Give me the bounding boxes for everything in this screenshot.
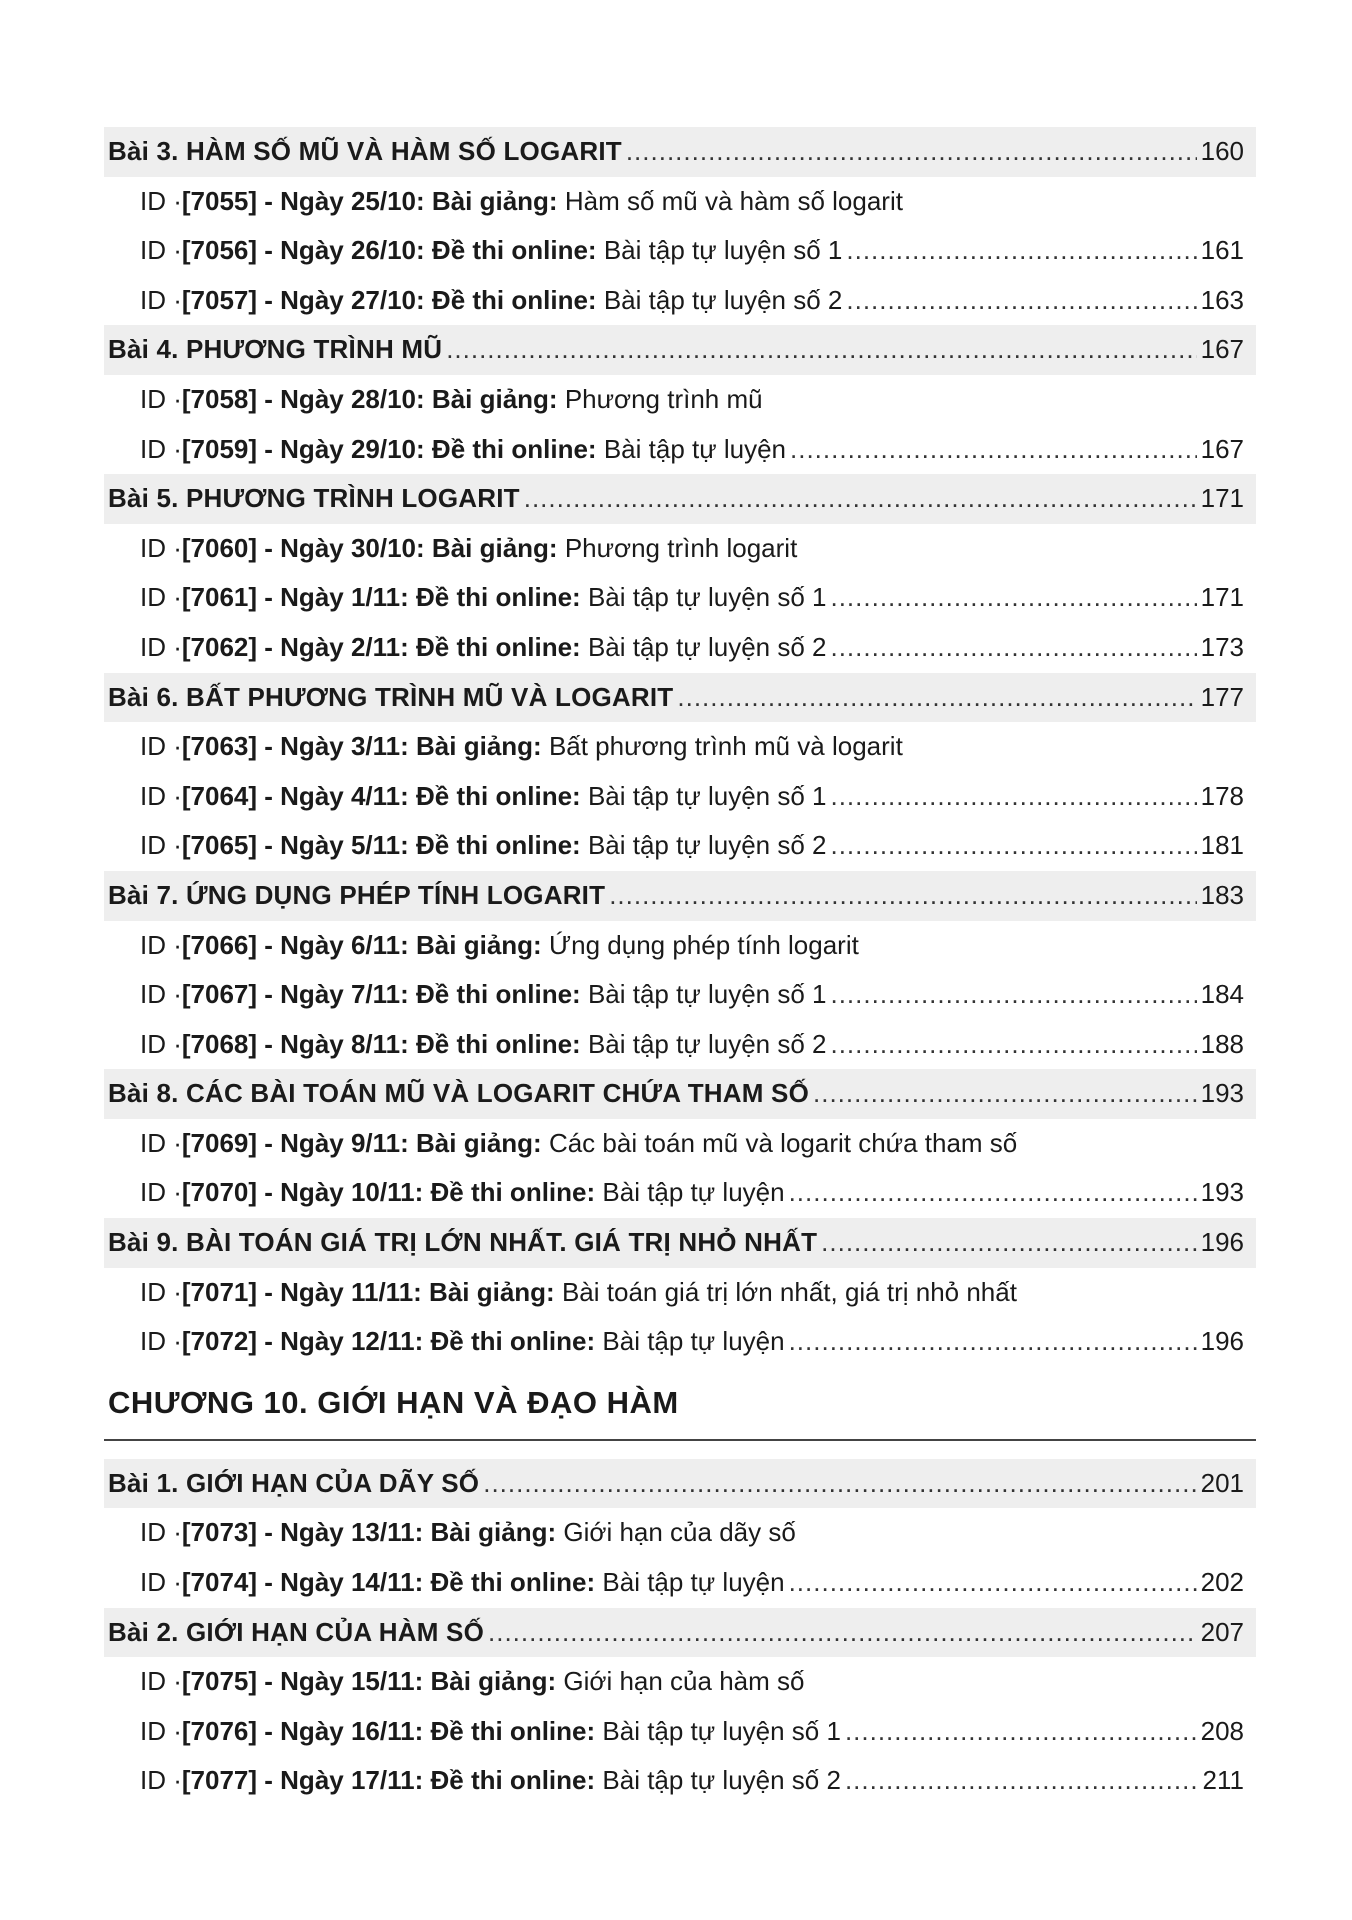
- separator: -: [257, 235, 281, 266]
- entry-id: [7056]: [181, 235, 258, 266]
- dot-leader: [789, 1558, 1197, 1608]
- toc-entry-row: [104, 1020, 1256, 1070]
- section-title: Bài 9. BÀI TOÁN GIÁ TRỊ LỚN NHẤT. GIÁ TRỊ NHỎ NHẤT: [108, 1227, 818, 1258]
- entry-day: Ngày 7/11:: [280, 979, 409, 1010]
- toc-entry-row: [104, 1558, 1256, 1608]
- id-label: ID ·: [140, 1326, 182, 1357]
- page-number: 201: [1200, 1467, 1244, 1498]
- id-label: ID ·: [140, 1276, 182, 1307]
- toc-section-row: [104, 1459, 1256, 1509]
- entry-prefix: [182, 1268, 555, 1318]
- entry-title: Bài tập tự luyện số 1: [587, 979, 827, 1010]
- id-label: ID ·: [140, 185, 182, 216]
- separator: -: [257, 1517, 281, 1548]
- entry-type: Bài giảng:: [416, 731, 542, 762]
- entry-title: Bài tập tự luyện số 2: [587, 830, 827, 861]
- toc-entry-row: [104, 226, 1256, 276]
- dot-leader: [789, 1317, 1197, 1367]
- entry-type: Bài giảng:: [416, 1127, 542, 1158]
- entry-type: Đề thi online:: [416, 582, 581, 613]
- section-title: Bài 4. PHƯƠNG TRÌNH MŨ: [108, 334, 443, 365]
- dot-leader: [483, 1459, 1196, 1509]
- section-title: Bài 2. GIỚI HẠN CỦA HÀM SỐ: [108, 1616, 485, 1647]
- entry-title: Bài tập tự luyện số 2: [602, 1765, 841, 1796]
- toc-entry-row: [104, 772, 1256, 822]
- entry-prefix: [182, 524, 558, 574]
- separator: -: [257, 1326, 281, 1357]
- dot-leader: [821, 1218, 1196, 1268]
- entry-prefix: [182, 1707, 595, 1757]
- toc-entry-row: [104, 970, 1256, 1020]
- separator: -: [257, 979, 281, 1010]
- entry-type: Đề thi online:: [430, 1177, 596, 1208]
- toc-entry-row: [104, 1168, 1256, 1218]
- id-label: ID ·: [140, 1715, 182, 1746]
- dot-leader: [488, 1608, 1197, 1658]
- id-label: ID ·: [140, 1028, 182, 1059]
- page-number: 193: [1200, 1177, 1244, 1208]
- entry-day: Ngày 11/11:: [280, 1276, 422, 1307]
- entry-day: Ngày 30/10:: [280, 532, 425, 563]
- entry-type: Bài giảng:: [431, 383, 558, 414]
- separator: -: [257, 631, 281, 662]
- dot-leader: [790, 425, 1197, 475]
- entry-prefix: [182, 1558, 595, 1608]
- id-label: ID ·: [140, 929, 182, 960]
- entry-type: Đề thi online:: [431, 433, 597, 464]
- entry-id: [7059]: [181, 433, 258, 464]
- id-label: ID ·: [140, 1177, 182, 1208]
- entry-day: Ngày 15/11:: [280, 1666, 424, 1697]
- entry-type: Đề thi online:: [430, 1567, 596, 1598]
- dot-leader: [830, 970, 1196, 1020]
- entry-prefix: [182, 177, 558, 227]
- entry-title: Các bài toán mũ và logarit chứa tham số: [548, 1127, 1018, 1158]
- entry-day: Ngày 5/11:: [280, 830, 409, 861]
- entry-id: [7058]: [181, 383, 258, 414]
- separator: -: [257, 532, 281, 563]
- dot-leader: [845, 1756, 1199, 1806]
- separator: -: [257, 582, 281, 613]
- id-label: ID ·: [140, 383, 182, 414]
- id-label: ID ·: [140, 631, 182, 662]
- entry-id: [7068]: [181, 1028, 258, 1059]
- page-number: 171: [1200, 582, 1244, 613]
- separator: -: [257, 185, 281, 216]
- page-number: 163: [1200, 284, 1244, 315]
- page-number: 202: [1200, 1567, 1244, 1598]
- id-label: ID ·: [140, 731, 182, 762]
- toc-entry-row: [104, 623, 1256, 673]
- entry-type: Bài giảng:: [416, 929, 542, 960]
- page-number: 181: [1200, 830, 1244, 861]
- entry-prefix: [182, 425, 597, 475]
- dot-leader: [677, 673, 1196, 723]
- toc-entry-row: [104, 425, 1256, 475]
- dot-leader: [830, 623, 1196, 673]
- toc-entry-row: [104, 276, 1256, 326]
- entry-day: Ngày 13/11:: [280, 1517, 424, 1548]
- id-label: ID ·: [140, 780, 182, 811]
- id-label: ID ·: [140, 979, 182, 1010]
- dot-leader: [830, 1020, 1196, 1070]
- toc-entry-row: [104, 375, 1256, 425]
- page-number: 196: [1200, 1227, 1244, 1258]
- dot-leader: [830, 573, 1196, 623]
- entry-type: Bài giảng:: [431, 532, 558, 563]
- entry-title: Bài tập tự luyện: [602, 1567, 785, 1598]
- id-label: ID ·: [140, 284, 182, 315]
- toc-entry-row: [104, 573, 1256, 623]
- entry-day: Ngày 28/10:: [280, 383, 425, 414]
- entry-id: [7062]: [181, 631, 258, 662]
- entry-id: [7077]: [181, 1765, 258, 1796]
- id-label: ID ·: [140, 582, 182, 613]
- separator: -: [257, 1028, 281, 1059]
- entry-day: Ngày 14/11:: [280, 1567, 424, 1598]
- entry-day: Ngày 10/11:: [280, 1177, 424, 1208]
- page-number: 193: [1200, 1078, 1244, 1109]
- toc-entry-row: [104, 524, 1256, 574]
- id-label: ID ·: [140, 1765, 182, 1796]
- entry-type: Bài giảng:: [430, 1517, 557, 1548]
- entry-id: [7061]: [181, 582, 258, 613]
- entry-title: Bài toán giá trị lớn nhất, giá trị nhỏ nhất: [561, 1276, 1017, 1307]
- entry-prefix: [182, 722, 542, 772]
- toc-entry-row: [104, 1119, 1256, 1169]
- toc-section-row: [104, 673, 1256, 723]
- entry-title: Bài tập tự luyện số 1: [587, 582, 827, 613]
- id-label: ID ·: [140, 1567, 182, 1598]
- id-label: ID ·: [140, 433, 182, 464]
- separator: -: [257, 383, 281, 414]
- id-label: ID ·: [140, 830, 182, 861]
- separator: -: [257, 780, 281, 811]
- toc-entry-row: [104, 1268, 1256, 1318]
- entry-id: [7072]: [181, 1326, 258, 1357]
- dot-leader: [524, 474, 1197, 524]
- entry-prefix: [182, 623, 581, 673]
- entry-prefix: [182, 921, 542, 971]
- entry-prefix: [182, 573, 581, 623]
- toc-section-row: [104, 325, 1256, 375]
- entry-id: [7075]: [181, 1666, 258, 1697]
- entry-day: Ngày 29/10:: [280, 433, 425, 464]
- page-number: 171: [1200, 483, 1244, 514]
- toc-entry-row: [104, 1756, 1256, 1806]
- entry-type: Đề thi online:: [416, 780, 581, 811]
- entry-id: [7070]: [181, 1177, 258, 1208]
- entry-title: Phương trình logarit: [564, 532, 798, 563]
- page-number: 208: [1200, 1715, 1244, 1746]
- entry-title: Bài tập tự luyện số 1: [602, 1715, 841, 1746]
- entry-id: [7055]: [181, 185, 258, 216]
- toc-entry-row: [104, 1657, 1256, 1707]
- id-label: ID ·: [140, 1517, 182, 1548]
- page-number: 184: [1200, 979, 1244, 1010]
- entry-title: Bài tập tự luyện: [602, 1177, 785, 1208]
- toc-section-row: [104, 1218, 1256, 1268]
- entry-id: [7069]: [181, 1127, 258, 1158]
- entry-day: Ngày 4/11:: [280, 780, 409, 811]
- entry-title: Bài tập tự luyện số 1: [587, 780, 827, 811]
- entry-day: Ngày 27/10:: [280, 284, 425, 315]
- id-label: ID ·: [140, 1127, 182, 1158]
- entry-type: Đề thi online:: [430, 1765, 596, 1796]
- entry-prefix: [182, 276, 597, 326]
- entry-title: Bài tập tự luyện: [602, 1326, 785, 1357]
- entry-prefix: [182, 970, 581, 1020]
- entry-type: Bài giảng:: [430, 1666, 557, 1697]
- entry-day: Ngày 25/10:: [280, 185, 425, 216]
- entry-title: Bài tập tự luyện số 2: [587, 1028, 827, 1059]
- entry-title: Giới hạn của dãy số: [563, 1517, 796, 1548]
- dot-leader: [626, 127, 1197, 177]
- section-title: Bài 8. CÁC BÀI TOÁN MŨ VÀ LOGARIT CHỨA THAM SỐ: [108, 1078, 810, 1109]
- page-number: 173: [1200, 631, 1244, 662]
- entry-title: Bất phương trình mũ và logarit: [548, 731, 903, 762]
- entry-title: Bài tập tự luyện số 2: [603, 284, 843, 315]
- entry-id: [7057]: [181, 284, 258, 315]
- page-number: 183: [1200, 879, 1244, 910]
- entry-day: Ngày 2/11:: [280, 631, 409, 662]
- entry-type: Đề thi online:: [430, 1326, 596, 1357]
- entry-prefix: [182, 1756, 595, 1806]
- section-title: Bài 3. HÀM SỐ MŨ VÀ HÀM SỐ LOGARIT: [108, 136, 622, 166]
- entry-type: Đề thi online:: [431, 284, 597, 315]
- entry-prefix: [182, 1508, 556, 1558]
- entry-prefix: [182, 1020, 581, 1070]
- page-number: 167: [1200, 433, 1244, 464]
- entry-type: Đề thi online:: [416, 1028, 581, 1059]
- entry-day: Ngày 26/10:: [280, 235, 425, 266]
- entry-id: [7060]: [181, 532, 258, 563]
- entry-day: Ngày 9/11:: [280, 1127, 409, 1158]
- separator: -: [257, 1127, 281, 1158]
- section-title: Bài 7. ỨNG DỤNG PHÉP TÍNH LOGARIT: [108, 879, 606, 910]
- dot-leader: [846, 276, 1196, 326]
- toc-entry-row: [104, 1508, 1256, 1558]
- page-number: 211: [1202, 1765, 1244, 1796]
- toc-section-row: [104, 474, 1256, 524]
- entry-title: Bài tập tự luyện số 2: [587, 631, 827, 662]
- entry-day: Ngày 6/11:: [280, 929, 409, 960]
- entry-type: Đề thi online:: [416, 979, 581, 1010]
- toc-section-row: [104, 1608, 1256, 1658]
- entry-id: [7063]: [181, 731, 258, 762]
- dot-leader: [830, 821, 1196, 871]
- page-number: 178: [1200, 780, 1244, 811]
- separator: -: [257, 1177, 281, 1208]
- entry-type: Đề thi online:: [431, 235, 597, 266]
- entry-title: Bài tập tự luyện: [603, 433, 787, 464]
- entry-type: Đề thi online:: [416, 631, 581, 662]
- entry-title: Ứng dụng phép tính logarit: [548, 929, 859, 960]
- entry-id: [7064]: [181, 780, 258, 811]
- separator: -: [257, 1276, 281, 1307]
- separator: -: [257, 929, 281, 960]
- toc-section-row: [104, 871, 1256, 921]
- entry-day: Ngày 8/11:: [280, 1028, 409, 1059]
- entry-type: Bài giảng:: [431, 185, 558, 216]
- entry-prefix: [182, 821, 581, 871]
- section-title: Bài 1. GIỚI HẠN CỦA DÃY SỐ: [108, 1467, 480, 1498]
- dot-leader: [609, 871, 1196, 921]
- entry-title: Giới hạn của hàm số: [563, 1666, 805, 1697]
- dot-leader: [846, 226, 1196, 276]
- toc-section-row: [104, 127, 1256, 177]
- entry-day: Ngày 1/11:: [280, 582, 409, 613]
- entry-prefix: [182, 1168, 595, 1218]
- separator: -: [257, 731, 281, 762]
- separator: -: [257, 1666, 281, 1697]
- toc-entry-row: [104, 821, 1256, 871]
- separator: -: [257, 1715, 281, 1746]
- toc-entry-row: [104, 1317, 1256, 1367]
- separator: -: [257, 830, 281, 861]
- toc-entry-row: [104, 177, 1256, 227]
- chapter-heading: [104, 1367, 1256, 1441]
- entry-day: Ngày 3/11:: [280, 731, 409, 762]
- separator: -: [257, 284, 281, 315]
- dot-leader: [446, 325, 1196, 375]
- toc-entry-row: [104, 921, 1256, 971]
- entry-title: Phương trình mũ: [564, 383, 763, 414]
- table-of-contents: [104, 127, 1256, 1806]
- entry-prefix: [182, 772, 581, 822]
- page-number: 188: [1200, 1028, 1244, 1059]
- separator: -: [257, 1567, 281, 1598]
- section-title: Bài 6. BẤT PHƯƠNG TRÌNH MŨ VÀ LOGARIT: [108, 681, 674, 712]
- entry-id: [7074]: [181, 1567, 258, 1598]
- entry-type: Đề thi online:: [430, 1715, 596, 1746]
- separator: -: [257, 1765, 281, 1796]
- page-number: 160: [1200, 136, 1244, 166]
- separator: -: [257, 433, 281, 464]
- page-number: 161: [1200, 235, 1244, 266]
- entry-id: [7067]: [181, 979, 258, 1010]
- entry-day: Ngày 16/11:: [280, 1715, 424, 1746]
- page-number: 167: [1200, 334, 1244, 365]
- entry-title: Hàm số mũ và hàm số logarit: [564, 185, 903, 216]
- entry-prefix: [182, 375, 558, 425]
- entry-title: Bài tập tự luyện số 1: [603, 235, 843, 266]
- entry-prefix: [182, 226, 597, 276]
- id-label: ID ·: [140, 1666, 182, 1697]
- entry-day: Ngày 17/11:: [280, 1765, 424, 1796]
- entry-id: [7076]: [181, 1715, 258, 1746]
- entry-id: [7073]: [181, 1517, 258, 1548]
- entry-id: [7066]: [181, 929, 258, 960]
- dot-leader: [845, 1707, 1197, 1757]
- entry-type: Đề thi online:: [416, 830, 581, 861]
- entry-type: Bài giảng:: [429, 1276, 555, 1307]
- section-title: Bài 5. PHƯƠNG TRÌNH LOGARIT: [108, 483, 520, 514]
- toc-entry-row: [104, 1707, 1256, 1757]
- id-label: ID ·: [140, 532, 182, 563]
- entry-id: [7065]: [181, 830, 258, 861]
- dot-leader: [789, 1168, 1197, 1218]
- toc-section-row: [104, 1069, 1256, 1119]
- entry-prefix: [182, 1657, 556, 1707]
- entry-prefix: [182, 1119, 542, 1169]
- entry-day: Ngày 12/11:: [280, 1326, 424, 1357]
- dot-leader: [830, 772, 1196, 822]
- page-number: 196: [1200, 1326, 1244, 1357]
- page-number: 207: [1200, 1616, 1244, 1647]
- chapter-title: CHƯƠNG 10. GIỚI HẠN VÀ ĐẠO HÀM: [108, 1384, 679, 1420]
- id-label: ID ·: [140, 235, 182, 266]
- toc-entry-row: [104, 722, 1256, 772]
- entry-id: [7071]: [181, 1276, 258, 1307]
- entry-prefix: [182, 1317, 595, 1367]
- page-number: 177: [1200, 681, 1244, 712]
- dot-leader: [813, 1069, 1197, 1119]
